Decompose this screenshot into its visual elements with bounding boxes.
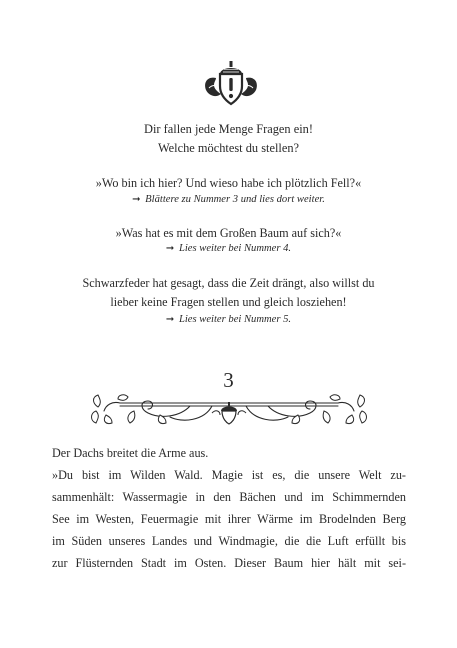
choice-2-question: »Was hat es mit dem Großen Baum auf sich?« [115,226,342,240]
choice-1-directive-text: Blättere zu Nummer 3 und lies dort weiter. [145,194,325,205]
choice-3-question-line-2: lieber keine Fragen stellen und gleich losziehen! [110,295,347,309]
choice-1-question: »Wo bin ich hier? Und wieso habe ich plötzlich Fell?« [95,176,362,190]
intro-line-2: Welche möchtest du stellen? [157,141,300,155]
vine-divider-ornament-icon [90,393,368,427]
section-number: 3 [223,368,234,392]
body-line-2: »Du bist im Wilden Wald. Magie ist es, die unsere Welt zu- [52,468,406,482]
body-line-1: Der Dachs breitet die Arme aus. [52,446,209,460]
choice-1-directive[interactable] [0,193,457,207]
choice-3-directive[interactable] [0,313,457,327]
body-line-4: See im Westen, Feuermagie mit ihrer Wärme im Brodelnden Berg [52,512,406,526]
arrow-right-icon: ➞ [165,314,175,325]
body-line-5: im Süden unseres Landes und Windmagie, die die Luft erfüllt bis [52,534,406,548]
choice-3-question-line-1: Schwarzfeder hat gesagt, dass die Zeit drängt, also willst du [82,276,375,290]
choice-3-directive-text: Lies weiter bei Nummer 5. [178,314,292,325]
body-line-3: sammenhält: Wassermagie in den Bächen und im Schimmernden [52,490,406,504]
arrow-right-icon: ➞ [165,243,175,254]
acorn-shield-emblem-icon [200,58,262,106]
choice-2-directive[interactable] [0,242,457,256]
body-line-6: zur Flüsternden Stadt im Osten. Dieser Baum hier hält mit sei- [52,556,406,570]
intro-line-1: Dir fallen jede Menge Fragen ein! [144,122,313,136]
arrow-right-icon: ➞ [132,194,141,205]
choice-2-directive-text: Lies weiter bei Nummer 4. [178,243,292,254]
